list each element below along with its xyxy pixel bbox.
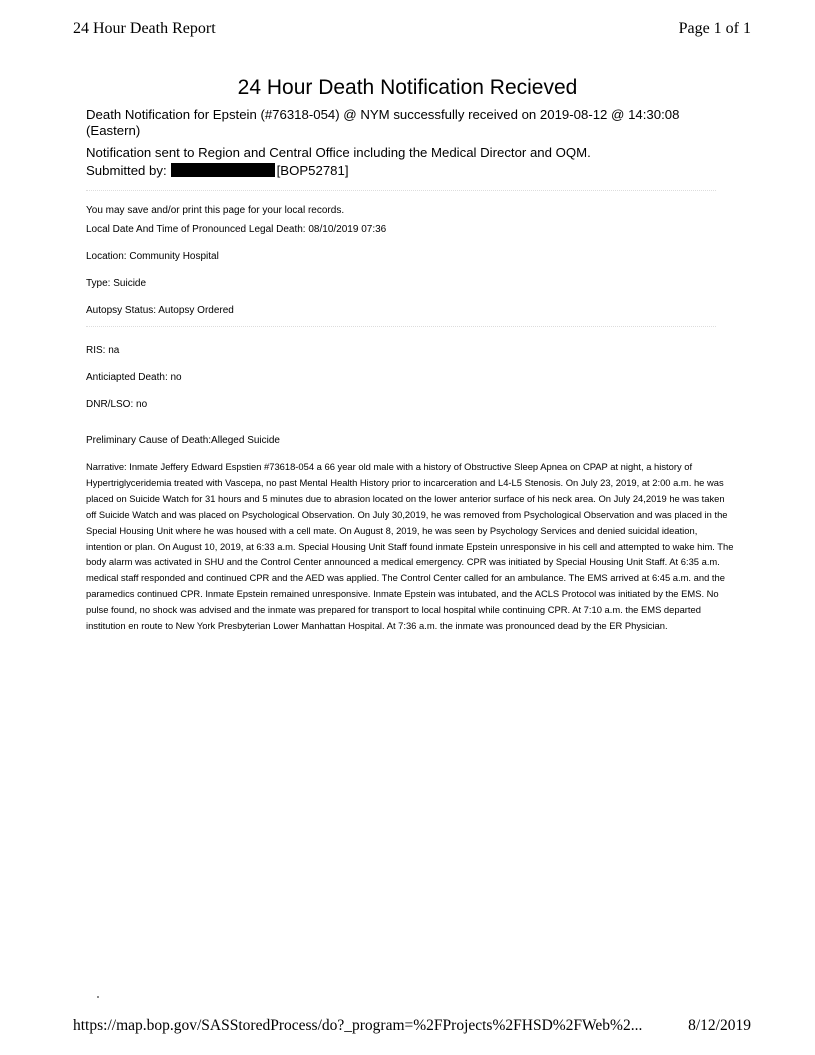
save-note: You may save and/or print this page for your local records. (86, 205, 345, 216)
cause-of-death-field: Preliminary Cause of Death:Alleged Suicide (86, 435, 280, 446)
source-url: https://map.bop.gov/SASStoredProcess/do?_program=%2FProjects%2FHSD%2FWeb%2... (73, 1017, 643, 1034)
anticipated-death-field: Anticiapted Death: no (86, 372, 182, 383)
notification-sent-text: Notification sent to Region and Central Office including the Medical Director and OQM. (86, 145, 591, 160)
legal-death-time: Local Date And Time of Pronounced Legal Death: 08/10/2019 07:36 (86, 224, 387, 235)
location-field: Location: Community Hospital (86, 251, 219, 262)
page-title: 24 Hour Death Notification Recieved (237, 76, 578, 99)
redaction-bar (171, 163, 275, 177)
autopsy-status-field: Autopsy Status: Autopsy Ordered (86, 305, 234, 316)
report-name: 24 Hour Death Report (73, 20, 216, 37)
print-header (73, 20, 751, 38)
ris-field: RIS: na (86, 345, 120, 356)
type-field: Type: Suicide (86, 278, 147, 289)
notification-received-text: Death Notification for Epstein (#76318-054) @ NYM successfully received on 2019-08-12 @ 14:30:08 (Eastern) (86, 107, 680, 138)
divider (86, 190, 716, 191)
submitted-by-label: Submitted by: (86, 163, 167, 178)
submitted-by (86, 163, 716, 179)
print-footer (73, 1017, 751, 1035)
dnr-lso-field: DNR/LSO: no (86, 399, 148, 410)
narrative-text: Narrative: Inmate Jeffery Edward Espstien #73618-054 a 66 year old male with a history of Obstructive Sleep Apnea on CPAP at night, a history of Hypertriglyceridemia treated with Vascepa, no past Mental Health History prior to incarceration and L4-L5 Stenosis. On July 23, 2019, at 2:00 a.m. he was placed on Suicide Watch for 31 hours and 5 minutes due to abrasion located on the lower anterior surface of his neck area. On July 24,2019 he was taken off Suicide Watch and was placed on Psychological Observation. On July 30,2019, he was removed from Psychological Observation and was placed in the Special Housing Unit where he was housed with a cell mate. On August 8, 2019, he was seen by Psychology Services and denied suicidal ideation, intention or plan. On August 10, 2019, at 6:33 a.m. Special Housing Unit Staff found inmate Epstein unresponsive in his cell and attempted to wake him. The body alarm was activated in SHU and the Control Center announced a medical emergency. CPR was initiated by Special Housing Unit Staff. At 6:35 a.m. medical staff responded and continued CPR and the AED was applied. The Control Center called for an ambulance. The EMS arrived at 6:45 a.m. and the paramedics continued CPR. Inmate Epstein remained unresponsive. Inmate Epstein was intubated, and the ACLS Protocol was initiated by the EMS. No pulse found, no shock was advised and the inmate was prepared for transport to local hospital while continuing CPR. At 7:10 a.m. the EMS departed institution en route to New York Presbyterian Lower Manhattan Hospital. At 7:36 a.m. the inmate was pronounced dead by the ER Physician. (86, 461, 734, 632)
page-number: Page 1 of 1 (678, 20, 751, 37)
print-date: 8/12/2019 (688, 1017, 751, 1034)
divider (86, 326, 716, 327)
scan-speck (97, 996, 99, 998)
submitter-id: [BOP52781] (276, 163, 349, 178)
